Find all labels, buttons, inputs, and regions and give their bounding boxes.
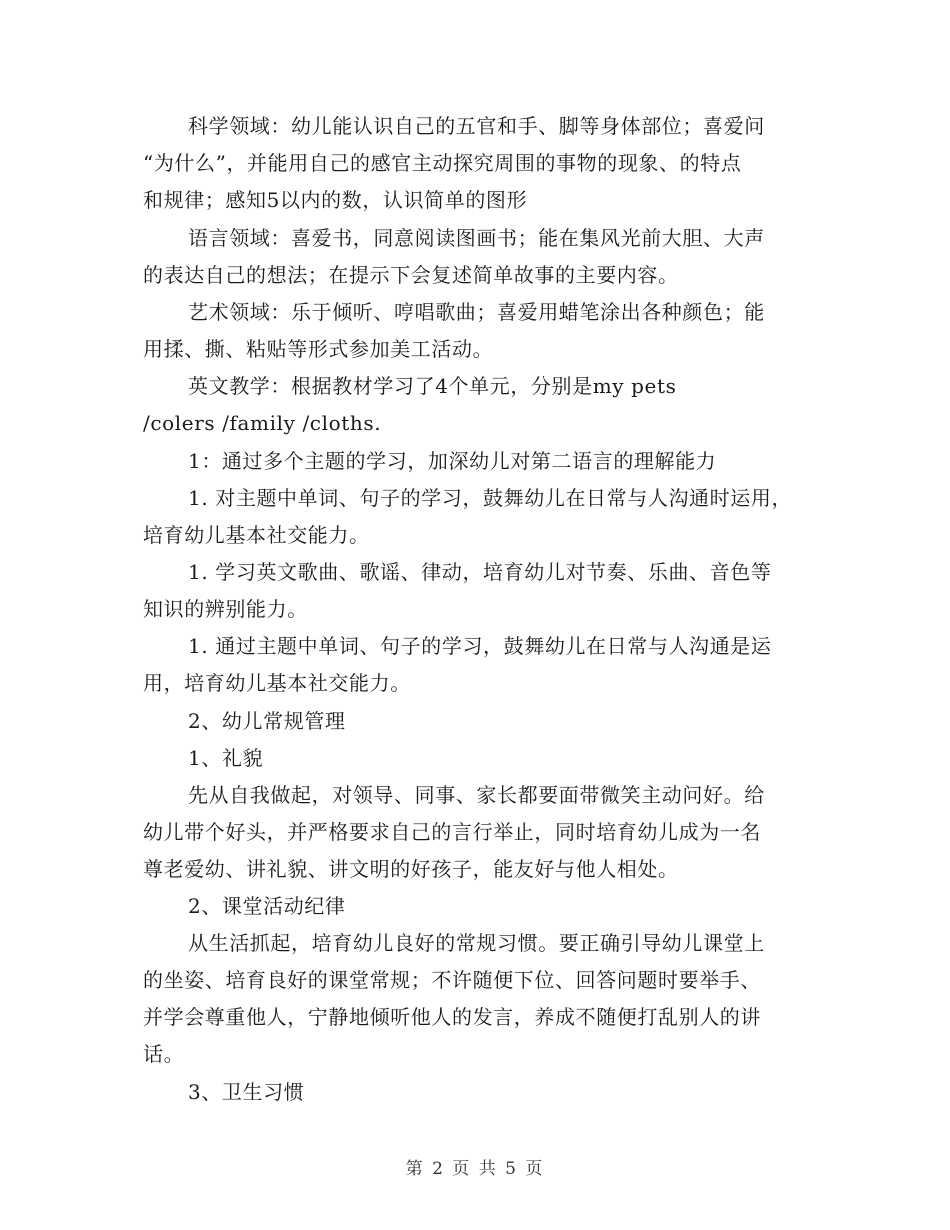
paragraph-science-line-2: “为什么”，并能用自己的感官主动探究周围的事物的现象、的特点 bbox=[143, 151, 742, 175]
list-item-4-line-2: 用，培育幼儿基本社交能力。 bbox=[143, 671, 411, 695]
section-heading-routine: 2、幼儿常规管理 bbox=[188, 709, 346, 733]
list-item-2-line-2: 培育幼儿基本社交能力。 bbox=[143, 523, 370, 547]
subheading-manners: 1、礼貌 bbox=[188, 746, 264, 770]
list-item-1-line-1: 1：通过多个主题的学习，加深幼儿对第二语言的理解能力 bbox=[188, 449, 717, 473]
list-item-4-line-1: 1. 通过主题中单词、句子的学习，鼓舞幼儿在日常与人沟通是运 bbox=[188, 634, 772, 658]
paragraph-manners-line-3: 尊老爱幼、讲礼貌、讲文明的好孩子，能友好与他人相处。 bbox=[143, 857, 679, 881]
paragraph-classroom-line-3: 并学会尊重他人，宁静地倾听他人的发言，养成不随便打乱别人的讲 bbox=[143, 1005, 761, 1029]
paragraph-classroom-line-2: 的坐姿、培育良好的课堂常规；不许随便下位、回答问题时要举手、 bbox=[143, 968, 761, 992]
list-item-3-line-1: 1. 学习英文歌曲、歌谣、律动，培育幼儿对节奏、乐曲、音色等 bbox=[188, 560, 772, 584]
paragraph-language-line-2: 的表达自己的想法；在提示下会复述简单故事的主要内容。 bbox=[143, 263, 679, 287]
paragraph-manners-line-2: 幼儿带个好头，并严格要求自己的言行举止，同时培育幼儿成为一名 bbox=[143, 820, 761, 844]
paragraph-manners-line-1: 先从自我做起，对领导、同事、家长都要面带微笑主动问好。给 bbox=[188, 783, 765, 807]
paragraph-art-line-1: 艺术领域：乐于倾听、哼唱歌曲；喜爱用蜡笔涂出各种颜色；能 bbox=[188, 300, 765, 324]
paragraph-science-line-1: 科学领域：幼儿能认识自己的五官和手、脚等身体部位；喜爱问 bbox=[188, 114, 765, 138]
paragraph-english-line-2: /colers /family /cloths. bbox=[143, 411, 382, 435]
page-footer: 第 2 页 共 5 页 bbox=[405, 1159, 545, 1179]
subheading-hygiene: 3、卫生习惯 bbox=[188, 1080, 305, 1104]
subheading-classroom: 2、课堂活动纪律 bbox=[188, 894, 346, 918]
list-item-3-line-2: 知识的辨别能力。 bbox=[143, 597, 308, 621]
paragraph-classroom-line-1: 从生活抓起，培育幼儿良好的常规习惯。要正确引导幼儿课堂上 bbox=[188, 931, 765, 955]
paragraph-classroom-line-4: 话。 bbox=[143, 1042, 185, 1066]
paragraph-art-line-2: 用揉、撕、粘贴等形式参加美工活动。 bbox=[143, 337, 494, 361]
list-item-2-line-1: 1. 对主题中单词、句子的学习，鼓舞幼儿在日常与人沟通时运用， bbox=[188, 486, 793, 510]
paragraph-language-line-1: 语言领域：喜爱书，同意阅读图画书；能在集风光前大胆、大声 bbox=[188, 226, 765, 250]
paragraph-english-line-1: 英文教学：根据教材学习了4个单元，分别是my pets bbox=[188, 374, 677, 398]
paragraph-science-line-3: 和规律；感知5以内的数，认识简单的图形 bbox=[143, 188, 528, 212]
